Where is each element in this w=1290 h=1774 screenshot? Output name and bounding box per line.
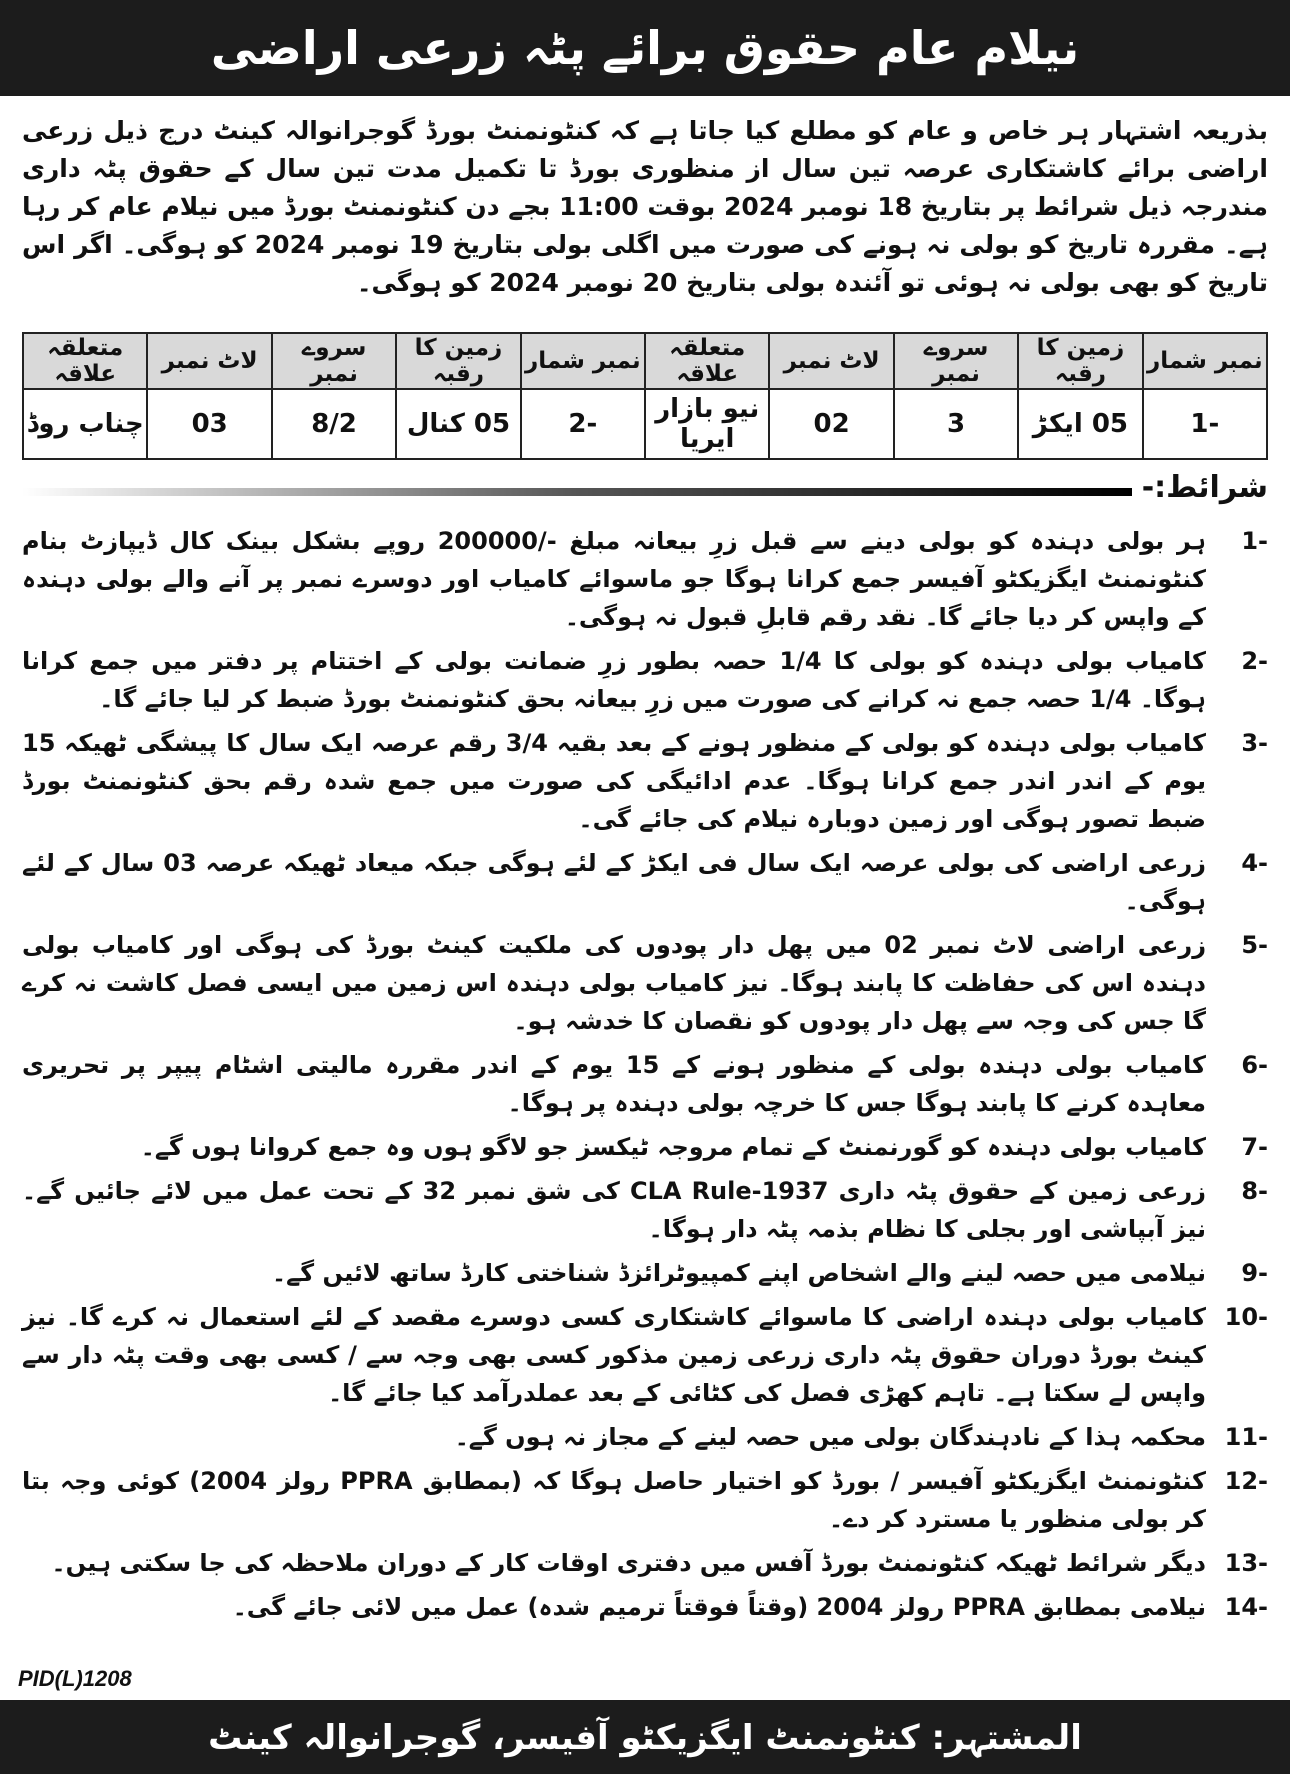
publication-id: PID(L)1208 — [18, 1666, 132, 1691]
item-text: ہر بولی دہندہ کو بولی دینے سے قبل زرِ بیعانہ مبلغ -/200000 روپے بشکل بینک کال ڈیپازٹ بنام کنٹونمنٹ ایگزیکٹو آفیسر جمع کرانا ہوگا جو ماسوائے کامیاب اور دوسرے نمبر پر آنے والے بولی دہندہ کے واپس کر دیا جائے گا۔ نقد رقم قابلِ قبول نہ ہوگی۔ — [22, 527, 1206, 631]
list-item — [22, 1588, 1268, 1626]
table-header: نمبر شمار — [521, 333, 645, 389]
item-text: نیلامی بمطابق PPRA رولز 2004 (وقتاً فوقتاً ترمیم شدہ) عمل میں لائی جائے گی۔ — [232, 1593, 1206, 1621]
table-cell: 02 — [769, 389, 893, 459]
item-number: -8 — [1241, 1177, 1268, 1205]
table-cell: 05 کنال — [396, 389, 520, 459]
table-header-row — [23, 333, 1267, 389]
table-header: زمین کا رقبہ — [396, 333, 520, 389]
list-item — [22, 724, 1268, 838]
table-cell: -1 — [1143, 389, 1267, 459]
item-text: محکمہ ہذا کے نادہندگان بولی میں حصہ لینے کے مجاز نہ ہوں گے۔ — [454, 1423, 1206, 1451]
item-number: -9 — [1241, 1259, 1268, 1287]
table-header: متعلقہ علاقہ — [645, 333, 769, 389]
list-item — [22, 1046, 1268, 1122]
table-header: متعلقہ علاقہ — [23, 333, 147, 389]
conditions-list — [22, 522, 1268, 1632]
table-header: لاٹ نمبر — [769, 333, 893, 389]
table-cell: 8/2 — [272, 389, 396, 459]
item-number: -7 — [1241, 1133, 1268, 1161]
list-item — [22, 1298, 1268, 1412]
list-item — [22, 1418, 1268, 1456]
item-text: کامیاب بولی دہندہ کو بولی کے منظور ہونے کے بعد بقیہ 3/4 رقم عرصہ ایک سال کا پیشگی ٹھیکہ 15 یوم کے اندر اندر جمع کرانا ہوگا۔ عدم ادائیگی کی صورت میں جمع شدہ رقم بحق کنٹونمنٹ بورڈ ضبط تصور ہوگی اور زمین دوبارہ نیلام کی جائے گی۔ — [22, 729, 1206, 833]
item-number: -5 — [1241, 931, 1268, 959]
list-item — [22, 1172, 1268, 1248]
item-text: زرعی زمین کے حقوق پٹہ داری CLA Rule-1937 کی شق نمبر 32 کے تحت عمل میں لائے جائیں گے۔ نیز آبپاشی اور بجلی کا نظام بذمہ پٹہ دار ہوگا۔ — [22, 1177, 1206, 1243]
list-item — [22, 844, 1268, 920]
item-number: -3 — [1241, 729, 1268, 757]
page-title: نیلام عام حقوق برائے پٹہ زرعی اراضی — [0, 0, 1290, 96]
item-text: کامیاب بولی دہندہ اراضی کا ماسوائے کاشتکاری کسی دوسرے مقصد کے لئے استعمال نہ کرے گا۔ نیز کینٹ بورڈ دوران حقوق پٹہ داری زرعی زمین مذکور کسی بھی وجہ سے / کسی بھی وقت پٹہ دار سے واپس لے سکتا ہے۔ تاہم کھڑی فصل کی کٹائی کے بعد عملدرآمد کیا جائے گا۔ — [22, 1303, 1206, 1407]
item-text: نیلامی میں حصہ لینے والے اشخاص اپنے کمپیوٹرائزڈ شناختی کارڈ ساتھ لائیں گے۔ — [272, 1259, 1206, 1287]
table-header: زمین کا رقبہ — [1018, 333, 1142, 389]
table-cell: چناب روڈ — [23, 389, 147, 459]
conditions-heading: شرائط:- — [1141, 470, 1268, 505]
list-item — [22, 1128, 1268, 1166]
item-text: کامیاب بولی دہندہ کو بولی کا 1/4 حصہ بطور زرِ ضمانت بولی کے اختتام پر دفتر میں جمع کرانا ہوگا۔ 1/4 حصہ جمع نہ کرانے کی صورت میں زرِ بیعانہ بحق کنٹونمنٹ بورڈ ضبط کر لیا جائے گا۔ — [22, 647, 1206, 713]
item-number: -1 — [1241, 527, 1268, 555]
table-header: نمبر شمار — [1143, 333, 1267, 389]
item-text: زرعی اراضی لاٹ نمبر 02 میں پھل دار پودوں کی ملکیت کینٹ بورڈ کی ہوگی اور کامیاب بولی دہندہ اس کی حفاظت کا پابند ہوگا۔ نیز کامیاب بولی دہندہ اس زمین میں ایسی فصل کاشت نہ کرے گا جس کی وجہ سے پھل دار پودوں کو نقصان کا خدشہ ہو۔ — [22, 931, 1207, 1035]
divider — [22, 488, 1132, 496]
list-item — [22, 926, 1268, 1040]
item-number: -6 — [1241, 1051, 1268, 1079]
table-cell: نیو بازار ایریا — [645, 389, 769, 459]
list-item — [22, 522, 1268, 636]
table-cell: 03 — [147, 389, 271, 459]
list-item — [22, 1462, 1268, 1538]
table-header: سروے نمبر — [894, 333, 1018, 389]
item-number: -2 — [1241, 647, 1268, 675]
item-text: کامیاب بولی دہندہ بولی کے منظور ہونے کے 15 یوم کے اندر مقررہ مالیتی اشٹام پیپر پر تحریری معاہدہ کرنے کا پابند ہوگا جس کا خرچہ بولی دہندہ پر ہوگا۔ — [22, 1051, 1206, 1117]
item-number: -13 — [1224, 1549, 1268, 1577]
item-text: زرعی اراضی کی بولی عرصہ ایک سال فی ایکڑ کے لئے ہوگی جبکہ میعاد ٹھیکہ عرصہ 03 سال کے لئے ہوگی۔ — [22, 849, 1206, 915]
item-number: -4 — [1241, 849, 1268, 877]
list-item — [22, 1544, 1268, 1582]
table-cell: 3 — [894, 389, 1018, 459]
item-text: کامیاب بولی دہندہ کو گورنمنٹ کے تمام مروجہ ٹیکسز جو لاگو ہوں وہ جمع کروانا ہوں گے۔ — [140, 1133, 1206, 1161]
table-cell: -2 — [521, 389, 645, 459]
item-number: -14 — [1224, 1593, 1268, 1621]
item-text: کنٹونمنٹ ایگزیکٹو آفیسر / بورڈ کو اختیار حاصل ہوگا کہ (بمطابق PPRA رولز 2004) کوئی وجہ بتا کر بولی منظور یا مسترد کر دے۔ — [22, 1467, 1206, 1533]
list-item — [22, 642, 1268, 718]
list-item — [22, 1254, 1268, 1292]
table-header: سروے نمبر — [272, 333, 396, 389]
item-number: -12 — [1224, 1467, 1268, 1495]
auction-table — [22, 332, 1268, 460]
table-header: لاٹ نمبر — [147, 333, 271, 389]
table-row — [23, 389, 1267, 459]
item-number: -10 — [1224, 1303, 1268, 1331]
table-cell: 05 ایکڑ — [1018, 389, 1142, 459]
item-number: -11 — [1224, 1423, 1268, 1451]
item-text: دیگر شرائط ٹھیکہ کنٹونمنٹ بورڈ آفس میں دفتری اوقات کار کے دوران ملاحظہ کی جا سکتی ہیں۔ — [51, 1549, 1206, 1577]
intro-paragraph: بذریعہ اشتہار ہر خاص و عام کو مطلع کیا جاتا ہے کہ کنٹونمنٹ بورڈ گوجرانوالہ کینٹ درج ذیل زرعی اراضی برائے کاشتکاری عرصہ تین سال از منظوری بورڈ تا تکمیل مدت تین سال کے حقوق پٹہ داری مندرجہ ذیل شرائط پر بتاریخ 18 نومبر 2024 بوقت 11:00 بجے دن کنٹونمنٹ بورڈ میں نیلام عام کر رہا ہے۔ مقررہ تاریخ کو بولی نہ ہونے کی صورت میں اگلی بولی بتاریخ 19 نومبر 2024 کو ہوگی۔ اگر اس تاریخ کو بھی بولی نہ ہوئی تو آئندہ بولی بتاریخ 20 نومبر 2024 کو ہوگی۔ — [22, 116, 1268, 297]
advertiser-footer: المشتہر: کنٹونمنٹ ایگزیکٹو آفیسر، گوجرانوالہ کینٹ — [0, 1700, 1290, 1774]
